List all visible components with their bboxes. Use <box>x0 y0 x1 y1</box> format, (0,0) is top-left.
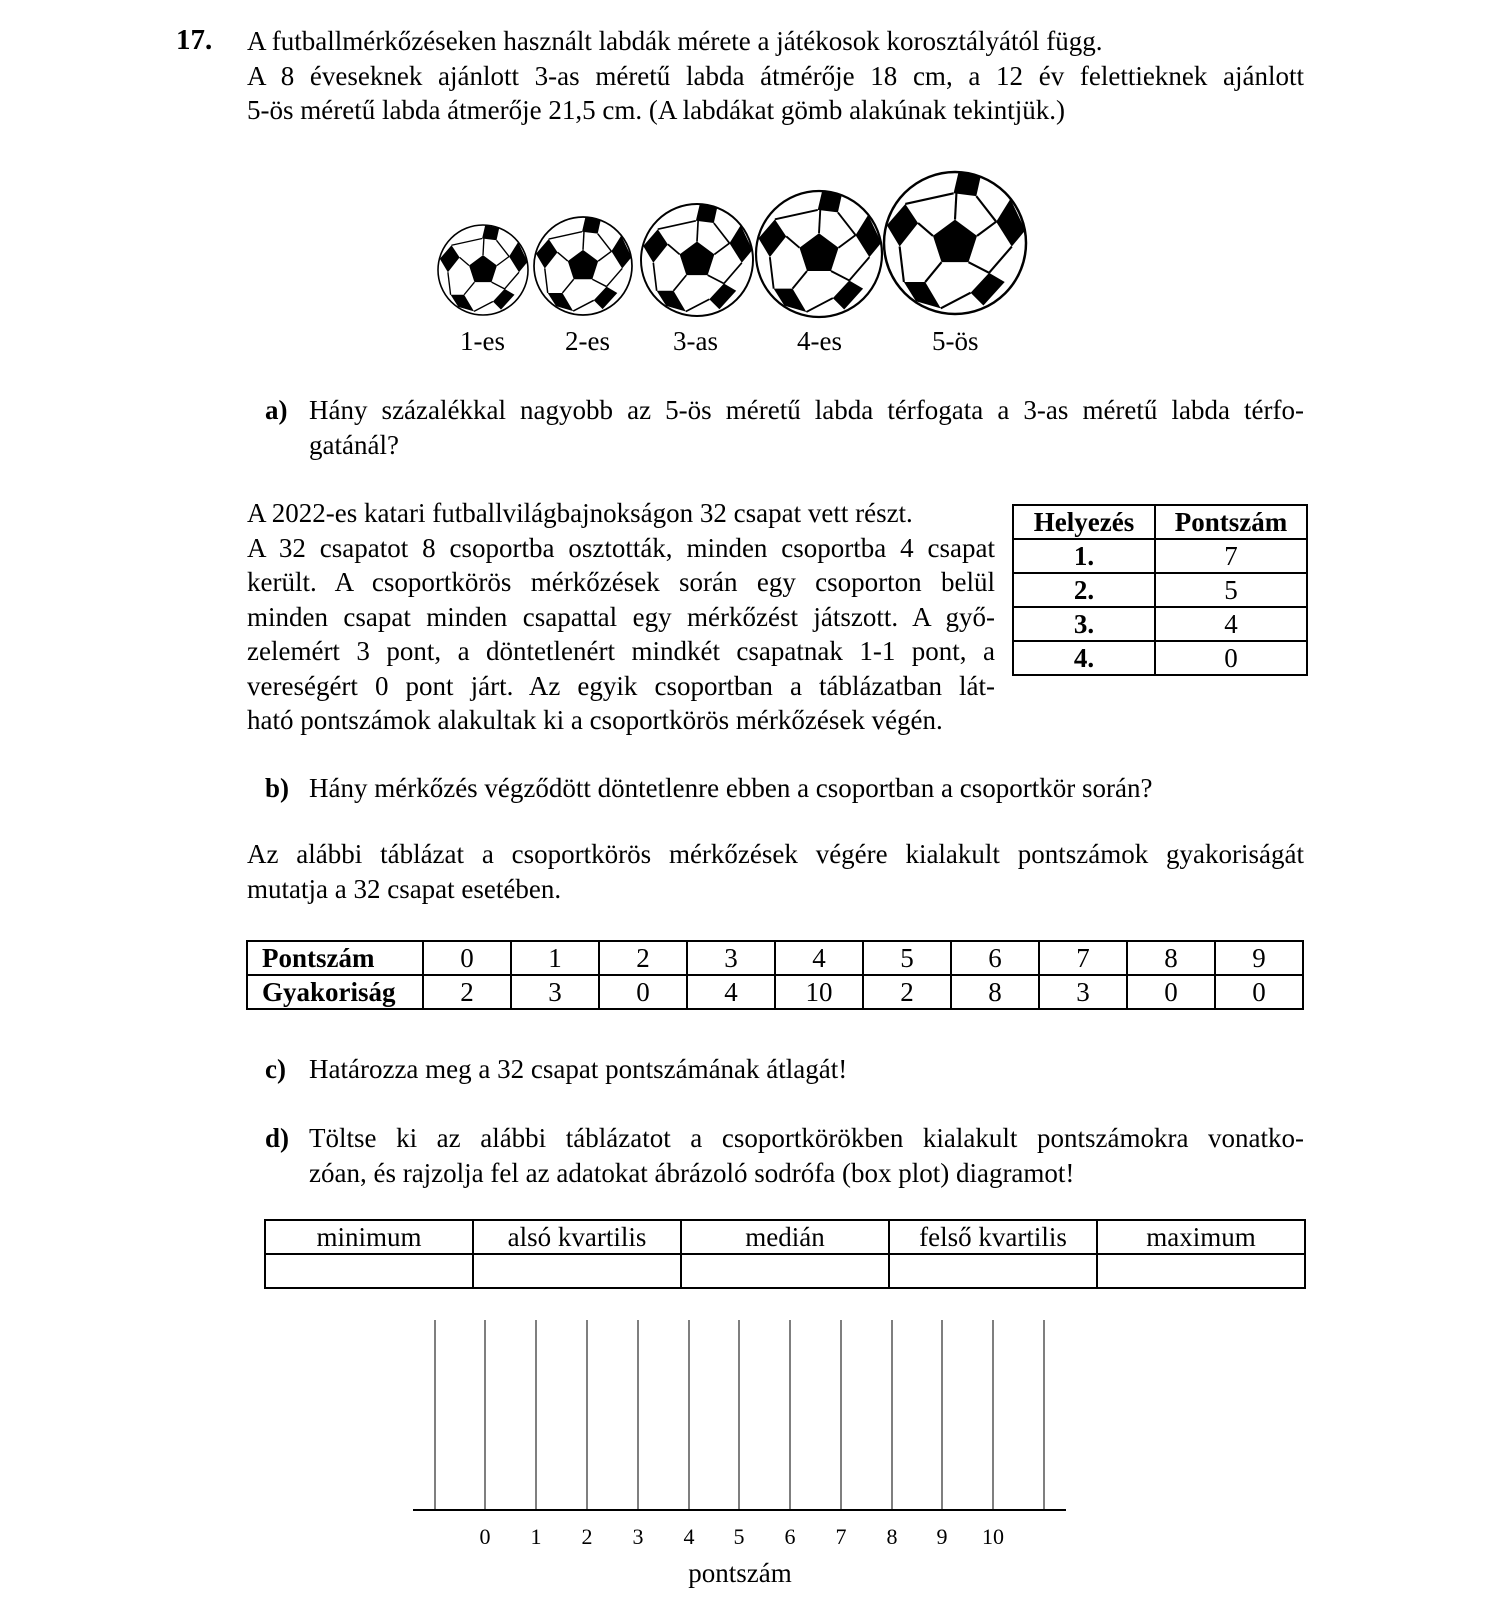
axis-tick-label: 3 <box>632 1524 644 1549</box>
worldcup-paragraph <box>247 496 995 738</box>
freq-cell: 8 <box>951 975 1039 1009</box>
intro-line: A 8 éveseknek ajánlott 3-as méretű labda átmérője 18 cm, a 12 év felettieknek ajánlott <box>247 60 1304 91</box>
stat-input-cell[interactable] <box>681 1254 889 1288</box>
intro-line: A futballmérkőzéseken használt labdák mérete a játékosok korosztályától függ. <box>247 26 1103 56</box>
axis-tick-label: 6 <box>784 1524 796 1549</box>
score-cell: 1 <box>511 941 599 975</box>
part-b-label: b) <box>265 773 290 803</box>
frequency-intro <box>247 837 1304 906</box>
score-cell: 0 <box>423 941 511 975</box>
table-row <box>1013 607 1307 641</box>
axis-tick-label: 10 <box>982 1524 1004 1549</box>
table-row <box>1013 539 1307 573</box>
part-d-text <box>309 1121 1304 1190</box>
table-row <box>265 1254 1305 1288</box>
part-a-label: a) <box>265 395 288 425</box>
axis-tick-label: 0 <box>479 1524 491 1549</box>
freq-cell: 2 <box>863 975 951 1009</box>
worldcup-line: vereségért 0 pont járt. Az egyik csoportban a táblázatban lát- <box>247 670 995 701</box>
frequency-intro-line: mutatja a 32 csapat esetében. <box>247 873 562 904</box>
ball-label: 1-es <box>460 326 505 356</box>
points-cell: 5 <box>1155 573 1307 607</box>
stat-input-cell[interactable] <box>1097 1254 1305 1288</box>
boxplot-grid[interactable] <box>0 1320 1487 1520</box>
ball-label: 2-es <box>565 326 610 356</box>
worldcup-line: került. A csoportkörös mérkőzések során egy csoporton belül <box>247 567 995 597</box>
table-row <box>265 1220 1305 1254</box>
freq-cell: 3 <box>511 975 599 1009</box>
freq-cell: 3 <box>1039 975 1127 1009</box>
score-cell: 3 <box>687 941 775 975</box>
axis-tick-label: 7 <box>835 1524 847 1549</box>
freq-cell: 4 <box>687 975 775 1009</box>
worldcup-line: zelemért 3 pont, a döntetlenért mindkét csapatnak 1-1 pont, a <box>247 636 995 666</box>
score-cell: 2 <box>599 941 687 975</box>
score-cell: 6 <box>951 941 1039 975</box>
part-a-line: gatánál? <box>309 429 399 460</box>
rank-cell: 4. <box>1013 641 1155 675</box>
ball-4-icon <box>756 191 882 317</box>
score-cell: 5 <box>863 941 951 975</box>
score-cell: 9 <box>1215 941 1303 975</box>
score-cell: 4 <box>775 941 863 975</box>
score-cell: 8 <box>1127 941 1215 975</box>
part-c-text: Határozza meg a 32 csapat pontszámának átlagát! <box>309 1054 848 1084</box>
points-cell: 0 <box>1155 641 1307 675</box>
axis-title: pontszám <box>688 1558 792 1588</box>
stat-header: maximum <box>1097 1220 1305 1254</box>
table-row <box>1013 573 1307 607</box>
table-row <box>247 941 1303 975</box>
worldcup-line: ható pontszámok alakultak ki a csoportkörös mérkőzések végén. <box>247 705 943 735</box>
intro-line: 5-ös méretű labda átmerője 21,5 cm. (A labdákat gömb alakúnak tekintjük.) <box>247 95 1066 125</box>
rank-cell: 2. <box>1013 573 1155 607</box>
ball-label: 5-ös <box>932 326 979 356</box>
stat-header: felső kvartilis <box>889 1220 1097 1254</box>
ball-label: 4-es <box>797 326 842 356</box>
problem-number: 17. <box>176 24 213 56</box>
stat-header: medián <box>681 1220 889 1254</box>
axis-tick-label: 1 <box>530 1524 542 1549</box>
part-d-line: Töltse ki az alábbi táblázatot a csoportkörökben kialakult pontszámokra vonatko- <box>309 1123 1304 1153</box>
ball-2-icon <box>534 217 632 315</box>
soccer-balls-figure <box>0 0 1487 360</box>
stat-input-cell[interactable] <box>473 1254 681 1288</box>
axis-tick-label: 4 <box>683 1524 695 1549</box>
score-cell: 7 <box>1039 941 1127 975</box>
part-d-line: zóan, és rajzolja fel az adatokat ábrázoló sodrófa (box plot) diagramot! <box>309 1157 1075 1188</box>
worldcup-line: A 32 csapatot 8 csoportba osztották, minden csoportba 4 csapat <box>247 532 995 563</box>
ball-label: 3-as <box>673 326 718 356</box>
frequency-table <box>246 940 1304 1010</box>
stat-header: minimum <box>265 1220 473 1254</box>
table-header: Pontszám <box>1155 505 1307 539</box>
stat-input-cell[interactable] <box>889 1254 1097 1288</box>
statistics-table <box>264 1219 1306 1289</box>
rank-cell: 1. <box>1013 539 1155 573</box>
group-standings-table <box>1012 504 1308 676</box>
table-row <box>1013 641 1307 675</box>
row-label: Gyakoriság <box>247 975 423 1009</box>
points-cell: 7 <box>1155 539 1307 573</box>
axis-tick-label: 9 <box>936 1524 948 1549</box>
part-c-label: c) <box>265 1054 286 1084</box>
table-row <box>247 975 1303 1009</box>
part-b-text: Hány mérkőzés végződött döntetlenre ebben a csoportban a csoportkör során? <box>309 773 1153 803</box>
stat-header: alsó kvartilis <box>473 1220 681 1254</box>
ball-3-icon <box>641 204 753 316</box>
freq-cell: 0 <box>1215 975 1303 1009</box>
part-a-text <box>309 393 1304 462</box>
axis-tick-label: 5 <box>733 1524 745 1549</box>
freq-cell: 2 <box>423 975 511 1009</box>
freq-cell: 0 <box>1127 975 1215 1009</box>
ball-1-icon <box>438 225 528 315</box>
axis-tick-label: 8 <box>886 1524 898 1549</box>
rank-cell: 3. <box>1013 607 1155 641</box>
frequency-intro-line: Az alábbi táblázat a csoportkörös mérkőzések végére kialakult pontszámok gyakoriságát <box>247 839 1304 869</box>
table-header: Helyezés <box>1013 505 1155 539</box>
row-label: Pontszám <box>247 941 423 975</box>
freq-cell: 10 <box>775 975 863 1009</box>
stat-input-cell[interactable] <box>265 1254 473 1288</box>
part-a-line: Hány százalékkal nagyobb az 5-ös méretű labda térfogata a 3-as méretű labda térfo- <box>309 395 1304 425</box>
axis-tick-label: 2 <box>581 1524 593 1549</box>
ball-5-icon <box>884 172 1026 314</box>
worldcup-line: minden csapat minden csapattal egy mérkőzést játszott. A győ- <box>247 601 995 632</box>
points-cell: 4 <box>1155 607 1307 641</box>
freq-cell: 0 <box>599 975 687 1009</box>
worldcup-line: A 2022-es katari futballvilágbajnokságon 32 csapat vett részt. <box>247 498 913 528</box>
part-d-label: d) <box>265 1123 290 1153</box>
